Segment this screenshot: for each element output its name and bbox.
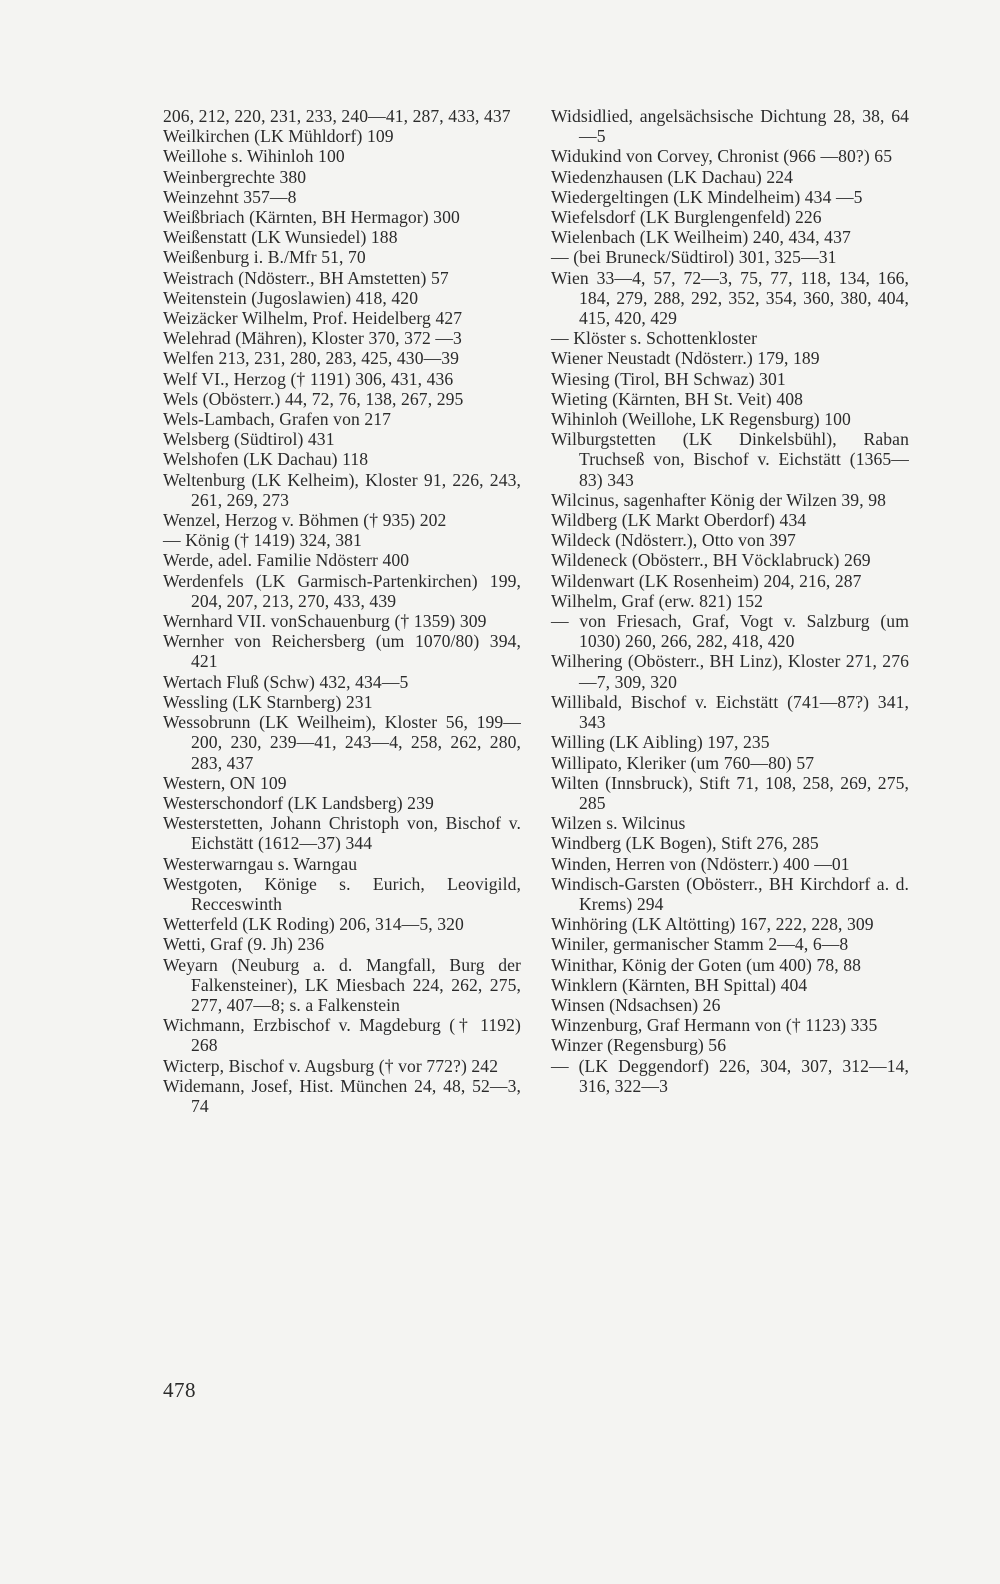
index-entry: Wiedergeltingen (LK Mindelheim) 434 —5 bbox=[551, 186, 863, 207]
index-entry: Westerwarngau s. Warngau bbox=[163, 853, 358, 874]
index-entry: Welehrad (Mähren), Kloster 370, 372 —3 bbox=[163, 328, 462, 349]
index-entry: — von Friesach, Graf, Vogt v. Salzburg (um 1030) 260, 266, 282, 418, 420 bbox=[551, 611, 909, 652]
index-entry: Wilhelm, Graf (erw. 821) 152 bbox=[551, 590, 764, 611]
index-entry: Weistrach (Ndösterr., BH Amstetten) 57 bbox=[163, 267, 449, 288]
index-entry: Weißenburg i. B./Mfr 51, 70 bbox=[163, 247, 366, 268]
index-entry: Weinbergrechte 380 bbox=[163, 166, 307, 187]
index-entry: Winiler, germanischer Stamm 2—4, 6—8 bbox=[551, 934, 849, 955]
index-entry: Willibald, Bischof v. Eichstätt (741—87?) 341, 343 bbox=[551, 691, 909, 733]
index-entry: Welfen 213, 231, 280, 283, 425, 430—39 bbox=[163, 348, 460, 369]
index-entry: Wildeck (Ndösterr.), Otto von 397 bbox=[551, 530, 796, 551]
index-entry: Weizäcker Wilhelm, Prof. Heidelberg 427 bbox=[163, 308, 463, 329]
index-entry: Wilburgstetten (LK Dinkelsbühl), Raban Truchseß von, Bischof v. Eichstätt (1365—83) 343 bbox=[551, 429, 909, 490]
index-entry: Wicterp, Bischof v. Augsburg († vor 772?) 242 bbox=[163, 1055, 499, 1076]
index-entry: 206, 212, 220, 231, 233, 240—41, 287, 433, 437 bbox=[163, 106, 511, 126]
index-entry: Wernhard VII. vonSchauenburg († 1359) 309 bbox=[163, 611, 487, 632]
index-entry: Wetterfeld (LK Roding) 206, 314—5, 320 bbox=[163, 914, 464, 935]
index-entry: Welsberg (Südtirol) 431 bbox=[163, 429, 335, 450]
index-entry: Wenzel, Herzog v. Böhmen († 935) 202 bbox=[163, 510, 447, 531]
index-entry: Wetti, Graf (9. Jh) 236 bbox=[163, 934, 325, 955]
index-entry: Westerschondorf (LK Landsberg) 239 bbox=[163, 792, 434, 813]
index-entry: Wiedenzhausen (LK Dachau) 224 bbox=[551, 166, 794, 187]
index-entry: Willing (LK Aibling) 197, 235 bbox=[551, 732, 770, 753]
index-entry: — König († 1419) 324, 381 bbox=[163, 530, 362, 551]
index-column-left bbox=[163, 106, 521, 1116]
index-entry: Weltenburg (LK Kelheim), Kloster 91, 226, 243, 261, 269, 273 bbox=[163, 469, 521, 510]
index-entry: Wildenwart (LK Rosenheim) 204, 216, 287 bbox=[551, 570, 862, 591]
index-entry: Westerstetten, Johann Christoph von, Bischof v. Eichstätt (1612—37) 344 bbox=[163, 813, 521, 854]
index-entry: Wessobrunn (LK Weilheim), Kloster 56, 199—200, 230, 239—41, 243—4, 258, 262, 280, 283, 437 bbox=[163, 712, 521, 773]
index-entry: Winklern (Kärnten, BH Spittal) 404 bbox=[551, 974, 808, 995]
index-entry: Wilten (Innsbruck), Stift 71, 108, 258, 269, 275, 285 bbox=[551, 772, 909, 813]
index-entry: Wessling (LK Starnberg) 231 bbox=[163, 691, 373, 712]
index-entry: Westgoten, Könige s. Eurich, Leovigild, Recceswinth bbox=[163, 873, 521, 914]
index-entry: Windisch-Garsten (Obösterr., BH Kirchdorf a. d. Krems) 294 bbox=[551, 873, 909, 914]
index-entry: Winsen (Ndsachsen) 26 bbox=[551, 994, 721, 1015]
index-entry: Werde, adel. Familie Ndösterr 400 bbox=[163, 550, 410, 571]
page-number: 478 bbox=[163, 1378, 196, 1402]
index-entry: Wieting (Kärnten, BH St. Veit) 408 bbox=[551, 388, 804, 409]
index-entry: Winhöring (LK Altötting) 167, 222, 228, 309 bbox=[551, 914, 874, 935]
index-entry: Willipato, Kleriker (um 760—80) 57 bbox=[551, 752, 815, 773]
index-entry: Weilkirchen (LK Mühldorf) 109 bbox=[163, 126, 394, 147]
index-column-right bbox=[551, 106, 909, 1096]
index-entry: Weißenstatt (LK Wunsiedel) 188 bbox=[163, 227, 398, 248]
index-entry: Wernher von Reichersberg (um 1070/80) 394, 421 bbox=[163, 631, 521, 672]
index-entry: Welshofen (LK Dachau) 118 bbox=[163, 449, 369, 470]
index-entry: Weinzehnt 357—8 bbox=[163, 186, 297, 207]
index-entry: Widemann, Josef, Hist. München 24, 48, 52—3, 74 bbox=[163, 1075, 521, 1116]
index-entry: Werdenfels (LK Garmisch-Partenkirchen) 199, 204, 207, 213, 270, 433, 439 bbox=[163, 570, 521, 611]
index-entry: Windberg (LK Bogen), Stift 276, 285 bbox=[551, 833, 819, 854]
index-entry: Wertach Fluß (Schw) 432, 434—5 bbox=[163, 671, 409, 692]
index-entry: Widukind von Corvey, Chronist (966 —80?) 65 bbox=[551, 146, 893, 167]
index-entry: Wihinloh (Weillohe, LK Regensburg) 100 bbox=[551, 409, 851, 430]
index-entry: Wielenbach (LK Weilheim) 240, 434, 437 bbox=[551, 227, 851, 248]
index-entry: — Klöster s. Schottenkloster bbox=[551, 328, 758, 349]
index-entry: — (LK Deggendorf) 226, 304, 307, 312—14, 316, 322—3 bbox=[551, 1055, 909, 1096]
index-entry: Wiener Neustadt (Ndösterr.) 179, 189 bbox=[551, 348, 820, 369]
index-entry: Winithar, König der Goten (um 400) 78, 88 bbox=[551, 954, 862, 975]
index-entry: Wien 33—4, 57, 72—3, 75, 77, 118, 134, 166, 184, 279, 288, 292, 352, 354, 360, 380, 404, 415, 420, 429 bbox=[551, 267, 909, 329]
index-entry: Wiefelsdorf (LK Burglengenfeld) 226 bbox=[551, 207, 822, 228]
index-entry: Wildeneck (Obösterr., BH Vöcklabruck) 269 bbox=[551, 550, 871, 571]
index-entry: Wilcinus, sagenhafter König der Wilzen 39, 98 bbox=[551, 489, 886, 510]
index-entry: Wildberg (LK Markt Oberdorf) 434 bbox=[551, 510, 807, 531]
index-entry: Welf VI., Herzog († 1191) 306, 431, 436 bbox=[163, 368, 454, 389]
index-entry: Weißbriach (Kärnten, BH Hermagor) 300 bbox=[163, 207, 460, 228]
index-entry: Western, ON 109 bbox=[163, 772, 287, 793]
index-entry: Wilhering (Obösterr., BH Linz), Kloster 271, 276—7, 309, 320 bbox=[551, 651, 909, 692]
index-entry: Winzenburg, Graf Hermann von († 1123) 335 bbox=[551, 1015, 878, 1036]
index-entry: Weitenstein (Jugoslawien) 418, 420 bbox=[163, 287, 419, 308]
index-entry: Weyarn (Neuburg a. d. Mangfall, Burg der Falkensteiner), LK Miesbach 224, 262, 275, 277, 407—8; s. a Falkenstein bbox=[163, 954, 521, 1015]
index-entry: Wels-Lambach, Grafen von 217 bbox=[163, 409, 392, 430]
index-entry: Wilzen s. Wilcinus bbox=[551, 813, 686, 834]
index-entry: Widsidlied, angelsächsische Dichtung 28, 38, 64—5 bbox=[551, 106, 909, 147]
index-entry: — (bei Bruneck/Südtirol) 301, 325—31 bbox=[551, 247, 837, 268]
index-entry: Winden, Herren von (Ndösterr.) 400 —01 bbox=[551, 853, 850, 874]
index-entry: Wiesing (Tirol, BH Schwaz) 301 bbox=[551, 368, 786, 389]
index-entry: Wels (Obösterr.) 44, 72, 76, 138, 267, 295 bbox=[163, 388, 464, 409]
index-entry: Winzer (Regensburg) 56 bbox=[551, 1035, 727, 1056]
index-entry: Wichmann, Erzbischof v. Magdeburg († 1192) 268 bbox=[163, 1015, 521, 1056]
index-entry: Weillohe s. Wihinloh 100 bbox=[163, 146, 345, 167]
